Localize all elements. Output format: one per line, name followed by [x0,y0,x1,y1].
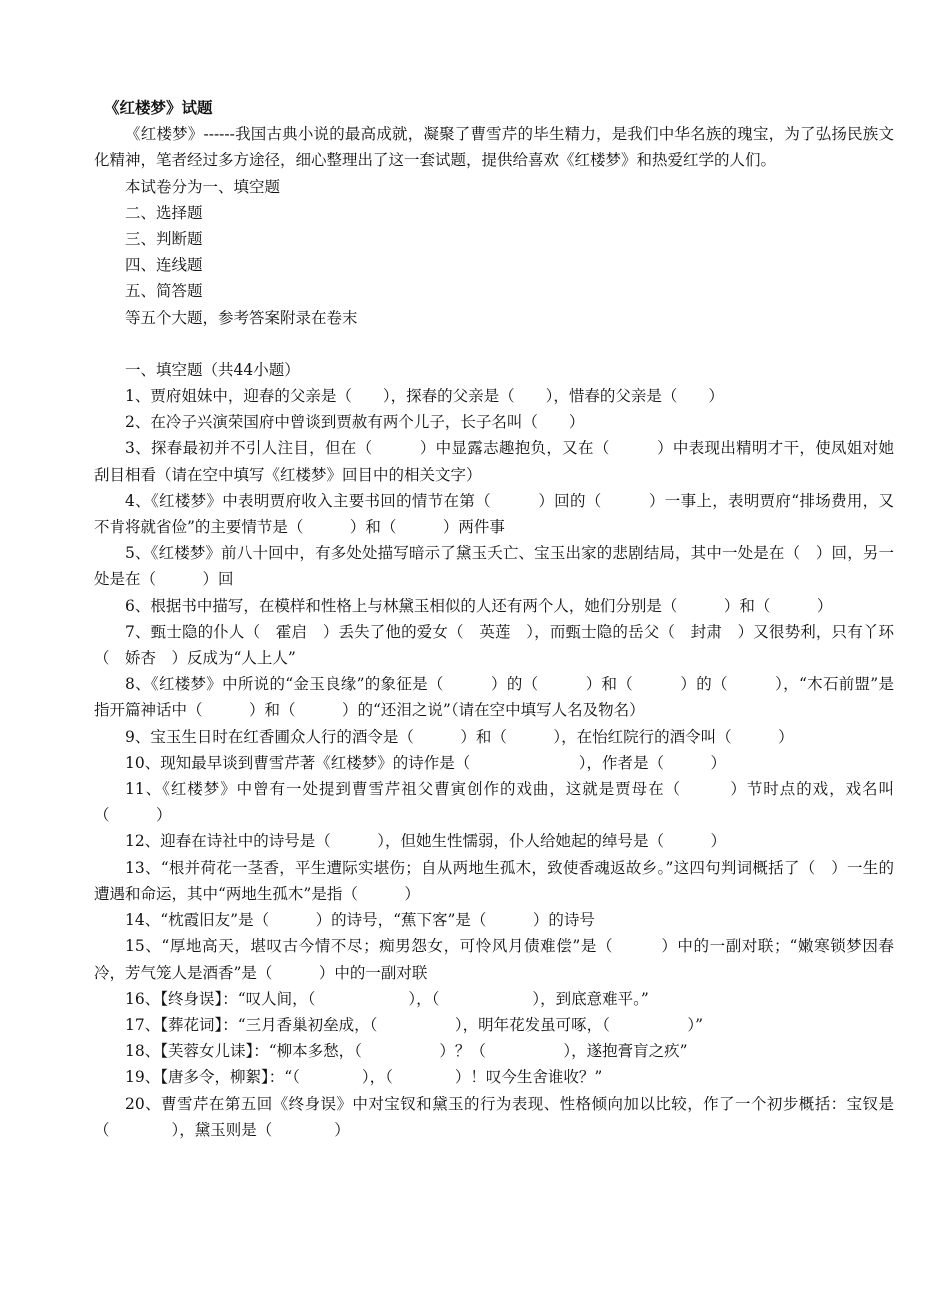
question-item: 19、【唐多令，柳絮】：“（ ），（ ）！叹今生舍谁收？” [125,1068,603,1087]
question-item: 14、“枕霞旧友”是（ ）的诗号，“蕉下客”是（ ）的诗号 [125,911,595,930]
question-item: 2、在冷子兴演荣国府中曾谈到贾赦有两个儿子，长子名叫（ ） [125,413,585,432]
section-title: 一、填空题（共44小题） [125,360,300,379]
question-item: 16、【终身误】：“叹人间，（ ），（ ），到底意难平。” [125,989,649,1008]
outline-line: 二、选择题 [125,203,203,222]
outline-line: 三、判断题 [125,230,203,249]
question-item: 1、贾府姐妹中，迎春的父亲是（ ），探春的父亲是（ ），惜春的父亲是（ ） [125,387,724,406]
question-item: 7、甄士隐的仆人（ 霍启 ）丢失了他的爱女（ 英莲 ），而甄士隐的岳父（ 封肃 ）又很势利，只有丫环（ 娇杏 ）反成为“人上人” [94,622,894,668]
question-item: 6、根据书中描写，在模样和性格上与林黛玉相似的人还有两个人，她们分别是（ ）和（ ） [125,596,833,615]
question-item: 12、迎春在诗社中的诗号是（ ），但她生性懦弱，仆人给她起的绰号是（ ） [125,832,726,851]
question-item: 3、探春最初并不引人注目，但在（ ）中显露志趣抱负，又在（ ）中表现出精明才干，使凤姐对她刮目相看（请在空中填写《红楼梦》回目中的相关文字） [94,439,894,484]
intro-paragraph: 《红楼梦》------我国古典小说的最高成就，凝聚了曹雪芹的毕生精力，是我们中华名族的瑰宝，为了弘扬民族文化精神，笔者经过多方途径，细心整理出了这一套试题，提供给喜欢《红楼梦》和热爱红学的人们。 [94,125,894,170]
question-item: 11、《红楼梦》中曾有一处提到曹雪芹祖父曹寅创作的戏曲，这就是贾母在（ ）节时点的戏，戏名叫（ ） [94,780,894,825]
question-item: 15、“厚地高天，堪叹古今情不尽；痴男怨女，可怜风月债难偿”是（ ）中的一副对联；“嫩寒锁梦因春冷，芳气笼人是酒香”是（ ）中的一副对联 [94,937,894,982]
question-item: 17、【葬花词】：“三月香巢初垒成，（ ），明年花发虽可啄，（ ）” [125,1015,704,1034]
question-item: 20、曹雪芹在第五回《终身误》中对宝钗和黛玉的行为表现、性格倾向加以比较，作了一个初步概括：宝钗是（ ），黛玉则是（ ） [94,1094,894,1139]
question-item: 5、《红楼梦》前八十回中，有多处处描写暗示了黛玉夭亡、宝玉出家的悲剧结局，其中一处是在（ ）回，另一处是在（ ）回 [94,544,894,589]
question-item: 10、现知最早谈到曹雪芹著《红楼梦》的诗作是（ ），作者是（ ） [125,753,726,772]
question-item: 4、《红楼梦》中表明贾府收入主要书回的情节在第（ ）回的（ ）一事上，表明贾府“排场费用，又不肯将就省俭”的主要情节是（ ）和（ ）两件事 [94,491,894,537]
question-item: 8、《红楼梦》中所说的“金玉良缘”的象征是（ ）的（ ）和（ ）的（ ），“木石前盟”是指开篇神话中（ ）和（ ）的“还泪之说”（请在空中填写人名及物名） [94,675,894,720]
outline-line: 五、简答题 [125,282,203,301]
question-list [94,383,894,1143]
spacer [94,331,894,357]
question-item: 18、【芙蓉女儿诔】：“柳本多愁，（ ）？（ ），遂抱膏肓之疚” [125,1042,688,1061]
outline-line: 等五个大题，参考答案附录在卷末 [125,308,358,327]
question-item: 9、宝玉生日时在红香圃众人行的酒令是（ ）和（ ），在怡红院行的酒令叫（ ） [125,727,794,746]
document-title: 《红楼梦》试题 [104,98,213,117]
outline-line: 本试卷分为一、填空题 [125,177,281,196]
outline-line: 四、连线题 [125,256,203,275]
question-item: 13、“根并荷花一茎香，平生遭际实堪伤；自从两地生孤木，致使香魂返故乡。”这四句判词概括了（ ）一生的遭遇和命运，其中“两地生孤木”是指（ ） [94,858,894,903]
document-page [94,95,894,1143]
